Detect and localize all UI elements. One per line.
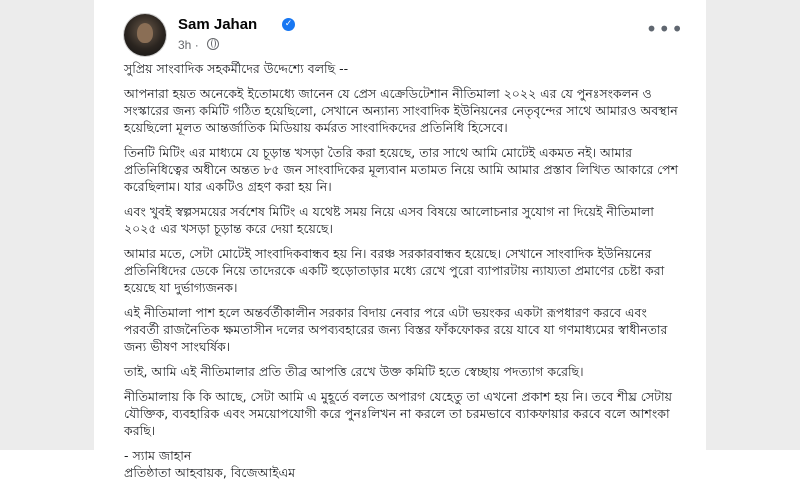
meta-separator: ·	[194, 38, 199, 52]
post-paragraph: নীতিমালায় কি কি আছে, সেটা আমি এ মুহূর্তে বলতে অপারগ যেহেতু তা এখনো প্রকাশ হয় নি। তবে শীঘ্র সেটায় যৌক্তিক, ব্যবহারিক এবং সময়োপযোগী করে পুনঃলিখন না করলে তা চরমভাবে ব্যাকফায়ার করবে বলে আশংকা করছি।	[124, 389, 672, 438]
facebook-post-card	[94, 0, 706, 480]
left-backdrop	[0, 0, 94, 450]
post-paragraph: এবং খুবই স্বল্পসময়ের সর্বশেষ মিটিং এ যথেষ্ট সময় নিয়ে এসব বিষয়ে আলোচনার সুযোগ না দিয়েই নীতিমালা ২০২৫ এর খসড়া চূড়ান্ত করে দেয়া হয়েছে।	[124, 204, 654, 236]
right-backdrop	[706, 0, 800, 450]
avatar-photo	[137, 23, 153, 43]
post-meta	[178, 38, 219, 52]
signature-title: প্রতিষ্ঠাতা আহবায়ক, বিজেআইএম	[124, 465, 296, 480]
post-header	[124, 14, 684, 58]
globe-icon[interactable]	[207, 38, 219, 50]
post-paragraph: আমার মতে, সেটা মোটেই সাংবাদিকবান্ধব হয় নি। বরঞ্চ সরকারবান্ধব হয়েছে। সেখানে সাংবাদিক ইউনিয়নের প্রতিনিধিদের ডেকে নিয়ে তাদেরকে একটি হুড়োতাড়ার মধ্যে রেখে পুরো ব্যাপারটায় ন্যায্যতা প্রমাণের চেষ্টা করা হয়েছে যা দুর্ভাগ্যজনক।	[124, 246, 665, 295]
author-name[interactable]: Sam Jahan	[178, 16, 258, 33]
post-salutation: সুপ্রিয় সাংবাদিক সহকর্মীদের উদ্দেশ্যে বলছি --	[124, 61, 349, 76]
post-paragraph: তিনটি মিটিং এর মাধ্যমে যে চূড়ান্ত খসড়া তৈরি করা হয়েছে, তার সাথে আমি মোটেই একমত নই। আমার প্রতিনিধিত্বের অধীনে অন্তত ৮৫ জন সাংবাদিকের মূল্যবান মতামত নিয়ে আমি আমার প্রস্তাব লিখিত আকারে পেশ করেছিলাম। যার একটিও গ্রহণ করা হয় নি।	[124, 145, 679, 194]
post-paragraph: আপনারা হয়ত অনেকেই ইতোমধ্যে জানেন যে প্রেস এক্রেডিটেশান নীতিমালা ২০২২ এর যে পুনঃসংকলন ও সংস্কারের জন্য কমিটি গঠিত হয়েছিলো, সেখানে অন্যান্য সাংবাদিক ইউনিয়নের নেতৃবৃন্দের সাথে আমারও অবস্থান হয়েছিলো মূলত আন্তর্জাতিক মিডিয়ায় কর্মরত সাংবাদিকদের প্রতিনিধি হিসেবে।	[124, 86, 678, 135]
avatar[interactable]	[124, 14, 166, 56]
post-body	[124, 60, 684, 481]
verified-badge-icon: ✓	[282, 18, 295, 31]
post-time[interactable]: 3h	[178, 38, 192, 52]
post-paragraph: তাই, আমি এই নীতিমালার প্রতি তীব্র আপত্তি রেখে উক্ত কমিটি হতে স্বেচ্ছায় পদত্যাগ করেছি।	[124, 364, 584, 379]
signature-name: - স্যাম জাহান	[124, 448, 192, 463]
more-options-icon[interactable]: •••	[645, 17, 684, 41]
post-paragraph: এই নীতিমালা পাশ হলে অন্তর্বর্তীকালীন সরকার বিদায় নেবার পরে এটা ভয়ংকর একটা রূপধারণ করবে এবং পরবর্তী রাজনৈতিক ক্ষমতাসীন দলের অপব্যবহারের জন্য বিস্তর ফাঁকফোকর রয়ে যাবে যা গণমাধ্যমের স্বাধীনতার জন্য ভীষণ সাংঘর্ষিক।	[124, 305, 668, 354]
